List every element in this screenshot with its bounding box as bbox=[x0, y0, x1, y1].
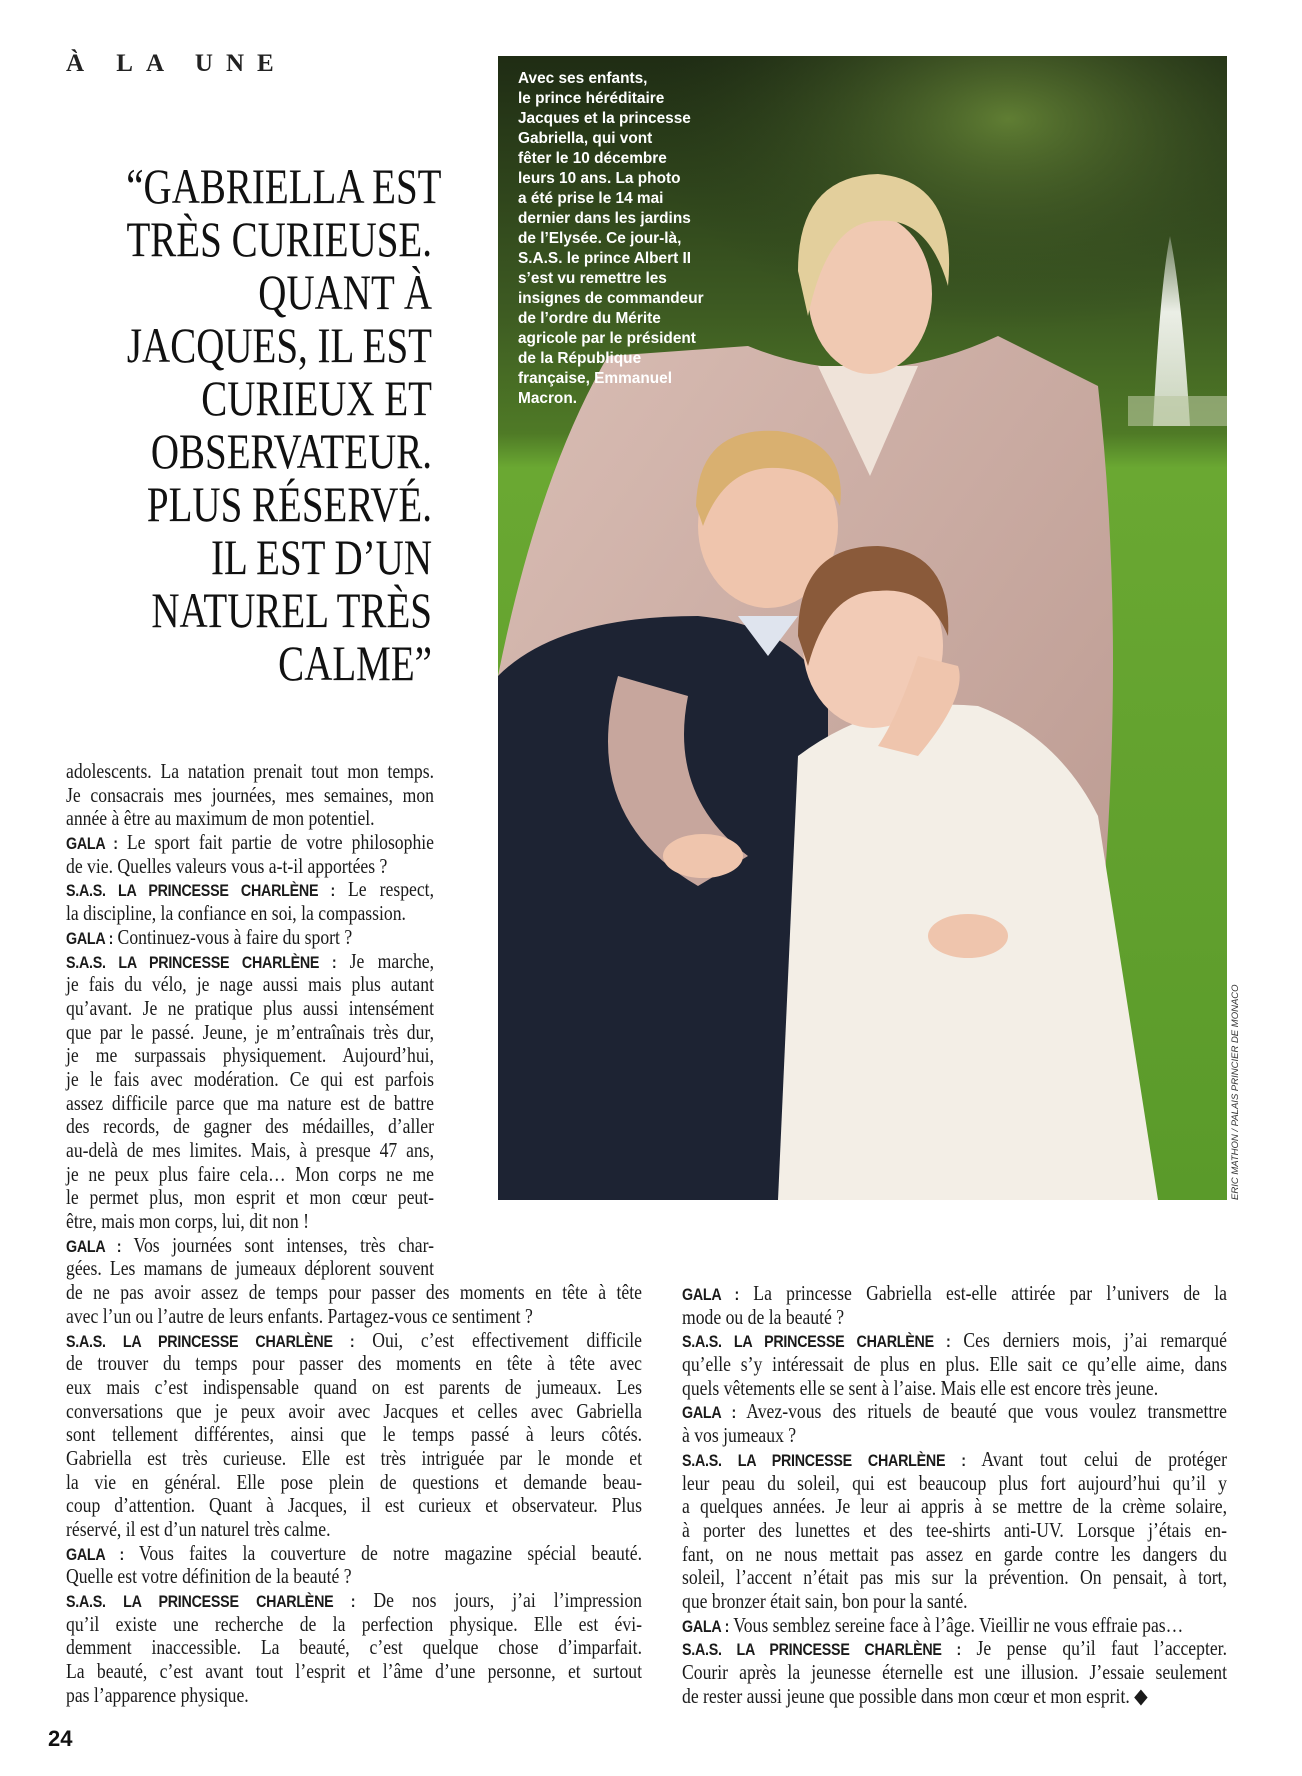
text-line bbox=[682, 1519, 1302, 1543]
line-text: Courir après la jeunesse éternelle est une illusion. J’essaie seulement bbox=[682, 1660, 1227, 1684]
caption-line: insignes de commandeur bbox=[518, 290, 704, 307]
line-text: que par le passé. Jeune, je m’entraînais très dur, bbox=[66, 1019, 434, 1044]
speaker-label: S.A.S. LA PRINCESSE CHARLÈNE : bbox=[66, 1331, 355, 1351]
text-line bbox=[682, 1637, 1302, 1661]
line-text: La princesse Gabriella est-elle attirée par l’univers de la bbox=[753, 1281, 1228, 1305]
text-line bbox=[66, 1613, 752, 1637]
caption-line: de la République bbox=[518, 350, 642, 367]
line-text: Je marche, bbox=[349, 948, 434, 973]
text-line bbox=[66, 1518, 752, 1542]
caption-line: de l’ordre du Mérite bbox=[518, 310, 661, 327]
line-text: de vie. Quelles valeurs vous a-t-il apportées ? bbox=[66, 853, 388, 878]
text-line bbox=[66, 950, 752, 974]
line-text: être, mais mon corps, lui, dit non ! bbox=[66, 1209, 310, 1234]
pull-quote-line: NATUREL TRÈS bbox=[151, 582, 432, 638]
line-text: des records, de gagner des médailles, d’aller bbox=[66, 1114, 434, 1139]
speaker-label: S.A.S. LA PRINCESSE CHARLÈNE : bbox=[66, 1592, 356, 1612]
text-line bbox=[66, 902, 752, 926]
line-text: eux mais c’est indispensable quand on est parents de jumeaux. Les bbox=[66, 1374, 642, 1399]
line-text: Quelle est votre définition de la beauté ? bbox=[66, 1564, 352, 1589]
line-text: Je consacrais mes journées, mes semaines, mon bbox=[66, 782, 434, 807]
speaker-label: S.A.S. LA PRINCESSE CHARLÈNE : bbox=[682, 1332, 951, 1352]
caption-line: s’est vu remettre les bbox=[518, 270, 667, 287]
line-text: Le sport fait partie de votre philosophie bbox=[126, 830, 434, 855]
section-rubric: À LA UNE bbox=[66, 50, 287, 77]
line-text: qu’il existe une recherche de la perfection physique. Elle est évi- bbox=[66, 1611, 642, 1636]
pull-quote-line: “GABRIELLA EST bbox=[126, 158, 442, 214]
line-text: de trouver du temps pour passer des moments en tête à tête avec bbox=[66, 1351, 642, 1376]
text-line bbox=[66, 1660, 752, 1684]
photo-caption bbox=[518, 69, 738, 409]
line-text: leur peau du soleil, qui est beaucoup plus fort aujourd’hui qu’il y bbox=[682, 1470, 1227, 1495]
line-text: je le fais avec modération. Ce qui est parfois bbox=[66, 1066, 434, 1091]
speaker-label: GALA : bbox=[66, 1236, 122, 1256]
text-line bbox=[66, 1352, 752, 1376]
line-text: Continuez-vous à faire du sport ? bbox=[117, 924, 353, 949]
line-text: le permet plus, mon esprit et mon cœur peut- bbox=[66, 1185, 434, 1210]
text-line bbox=[66, 1186, 752, 1210]
text-line bbox=[682, 1282, 1302, 1306]
pull-quote bbox=[40, 158, 442, 691]
pull-quote-line: CURIEUX ET bbox=[201, 370, 432, 426]
line-text: année à être au maximum de mon potentiel. bbox=[66, 806, 375, 831]
line-text: gées. Les mamans de jumeaux déplorent souvent bbox=[66, 1256, 434, 1281]
line-text: que bronzer était sain, bon pour la santé. bbox=[682, 1588, 968, 1613]
line-text: coup d’attention. Quant à Jacques, il est curieux et observateur. Plus bbox=[66, 1493, 642, 1518]
line-text: Ces derniers mois, j’ai remarqué bbox=[963, 1328, 1227, 1353]
caption-line: Jacques et la princesse bbox=[518, 110, 691, 127]
caption-line: agricole par le président bbox=[518, 330, 696, 347]
caption-line: a été prise le 14 mai bbox=[518, 190, 664, 207]
line-text: quels vêtements elle se sent à l’aise. Mais elle est encore très jeune. bbox=[682, 1375, 1159, 1400]
pull-quote-line: QUANT À bbox=[258, 264, 432, 320]
page-number: 24 bbox=[48, 1726, 73, 1751]
line-text: assez difficile parce que ma nature est de battre bbox=[66, 1090, 434, 1115]
text-line bbox=[66, 807, 752, 831]
line-text: de ne pas avoir assez de temps pour passer des moments en tête à tête bbox=[66, 1280, 642, 1305]
caption-line: S.A.S. le prince Albert II bbox=[518, 250, 692, 267]
text-line bbox=[66, 1210, 752, 1234]
text-line bbox=[682, 1353, 1302, 1377]
pull-quote-line: OBSERVATEUR. bbox=[150, 423, 432, 479]
text-line bbox=[66, 1423, 752, 1447]
line-text: la discipline, la confiance en soi, la compassion. bbox=[66, 901, 406, 926]
line-text: à porter des lunettes et des tee-shirts anti-UV. Lorsque j’étais en- bbox=[682, 1517, 1227, 1542]
line-text: qu’avant. Je ne pratique plus aussi intensément bbox=[66, 995, 434, 1020]
line-text: Avant tout celui de protéger bbox=[981, 1446, 1228, 1471]
text-line bbox=[66, 926, 752, 950]
text-line bbox=[682, 1661, 1302, 1685]
text-line bbox=[682, 1377, 1302, 1401]
text-line bbox=[682, 1400, 1302, 1424]
text-line bbox=[66, 1234, 752, 1258]
speaker-label: S.A.S. LA PRINCESSE CHARLÈNE : bbox=[66, 952, 337, 972]
line-text: sont tellement différentes, ainsi que le temps passé à leurs côtés. bbox=[66, 1422, 642, 1447]
line-text: De nos jours, j’ai l’impression bbox=[373, 1588, 643, 1613]
pull-quote-line: IL EST D’UN bbox=[211, 529, 432, 585]
text-line bbox=[66, 973, 752, 997]
caption-line: française, Emmanuel bbox=[518, 370, 672, 387]
text-line bbox=[66, 1376, 752, 1400]
text-line bbox=[66, 784, 752, 808]
speaker-label: GALA : bbox=[682, 1616, 730, 1636]
line-text: Vous semblez sereine face à l’âge. Vieillir ne vous effraie pas… bbox=[733, 1612, 1184, 1637]
text-line bbox=[682, 1306, 1302, 1330]
line-text: Vous faites la couverture de notre magazine spécial beauté. bbox=[138, 1540, 642, 1565]
caption-line: Avec ses enfants, bbox=[518, 70, 648, 87]
pull-quote-line: PLUS RÉSERVÉ. bbox=[146, 476, 432, 532]
line-text: soleil, l’accent n’était pas mis sur la prévention. On pensait, à tort, bbox=[682, 1565, 1227, 1590]
line-text: La beauté, c’est avant tout l’esprit et l’âme d’une personne, et surtout bbox=[66, 1659, 642, 1684]
line-text: je ne peux plus faire cela… Mon corps ne me bbox=[66, 1161, 434, 1186]
text-line bbox=[66, 1139, 752, 1163]
text-line bbox=[682, 1495, 1302, 1519]
caption-line: Macron. bbox=[518, 390, 578, 407]
line-text: je me surpassais physiquement. Aujourd’hui, bbox=[66, 1043, 434, 1068]
line-text: Oui, c’est effectivement difficile bbox=[372, 1327, 643, 1352]
text-line bbox=[682, 1685, 1302, 1709]
speaker-label: GALA : bbox=[66, 928, 114, 948]
line-text: Vos journées sont intenses, très char- bbox=[133, 1232, 435, 1257]
text-line bbox=[66, 855, 752, 879]
text-line bbox=[66, 1471, 752, 1495]
line-text: au-delà de mes limites. Mais, à presque 47 ans, bbox=[66, 1138, 434, 1162]
caption-line: le prince héréditaire bbox=[518, 90, 665, 107]
speaker-label: S.A.S. LA PRINCESSE CHARLÈNE : bbox=[66, 881, 336, 901]
article-column-right bbox=[682, 1282, 1302, 1708]
line-text: pas l’apparence physique. bbox=[66, 1682, 249, 1707]
line-text: fant, on ne nous mettait pas assez en garde contre les dangers du bbox=[682, 1541, 1227, 1566]
caption-line: dernier dans les jardins bbox=[518, 210, 691, 227]
line-text: conversations que je peux avoir avec Jacques et celles avec Gabriella bbox=[66, 1398, 642, 1423]
caption-line: fêter le 10 décembre bbox=[518, 150, 667, 167]
text-line bbox=[682, 1329, 1302, 1353]
text-line bbox=[66, 1494, 752, 1518]
speaker-label: S.A.S. LA PRINCESSE CHARLÈNE : bbox=[682, 1450, 966, 1470]
line-text: réservé, il est d’un naturel très calme. bbox=[66, 1517, 331, 1541]
text-line bbox=[66, 1115, 752, 1139]
line-text: demment inaccessible. La beauté, c’est quelque chose d’imparfait. bbox=[66, 1635, 642, 1660]
line-text: adolescents. La natation prenait tout mon temps. bbox=[66, 759, 434, 783]
line-text: je fais du vélo, je nage aussi mais plus autant bbox=[66, 972, 434, 997]
text-line bbox=[66, 1281, 752, 1305]
line-text: Gabriella est très curieuse. Elle est très intriguée par le monde et bbox=[66, 1445, 642, 1470]
pull-quote-line: CALME” bbox=[278, 635, 432, 691]
speaker-label: GALA : bbox=[66, 1544, 124, 1564]
text-line bbox=[66, 997, 752, 1021]
text-line bbox=[66, 1589, 752, 1613]
line-text: Le respect, bbox=[348, 877, 434, 902]
line-text: Je pense qu’il faut l’accepter. bbox=[976, 1636, 1228, 1661]
text-line bbox=[66, 1329, 752, 1353]
text-line bbox=[682, 1448, 1302, 1472]
text-line bbox=[66, 1684, 752, 1708]
text-line bbox=[66, 878, 752, 902]
text-line bbox=[682, 1590, 1302, 1614]
speaker-label: GALA : bbox=[66, 834, 118, 854]
photo-credit: ERIC MATHON / PALAIS PRINCIER DE MONACO bbox=[1230, 984, 1241, 1200]
text-line bbox=[66, 1044, 752, 1068]
speaker-label: GALA : bbox=[682, 1285, 740, 1304]
line-text: la vie en général. Elle pose plein de questions et demande beau- bbox=[66, 1469, 642, 1494]
text-line bbox=[682, 1424, 1302, 1448]
text-line bbox=[66, 1092, 752, 1116]
text-line bbox=[66, 1305, 752, 1329]
text-line bbox=[682, 1472, 1302, 1496]
line-text: à vos jumeaux ? bbox=[682, 1423, 797, 1448]
text-line bbox=[66, 1447, 752, 1471]
caption-line: de l’Elysée. Ce jour-là, bbox=[518, 230, 682, 247]
line-text: qu’elle s’y intéressait de plus en plus. Elle sait ce qu’elle aime, dans bbox=[682, 1352, 1227, 1377]
line-text: de rester aussi jeune que possible dans mon cœur et mon esprit. ◆ bbox=[682, 1683, 1148, 1708]
text-line bbox=[682, 1614, 1302, 1638]
text-line bbox=[682, 1543, 1302, 1567]
text-line bbox=[66, 1400, 752, 1424]
text-line bbox=[66, 1636, 752, 1660]
text-line bbox=[682, 1566, 1302, 1590]
text-line bbox=[66, 760, 752, 784]
caption-line: leurs 10 ans. La photo bbox=[518, 170, 681, 187]
text-line bbox=[66, 1542, 752, 1566]
line-text: avec l’un ou l’autre de leurs enfants. Partagez-vous ce sentiment ? bbox=[66, 1303, 533, 1328]
pull-quote-line: JACQUES, IL EST bbox=[126, 317, 432, 373]
text-line bbox=[66, 1257, 752, 1281]
article-column-left bbox=[66, 760, 752, 1708]
text-line bbox=[66, 1565, 752, 1589]
text-line bbox=[66, 831, 752, 855]
line-text: a quelques années. Je leur ai appris à se mettre de la crème solaire, bbox=[682, 1494, 1227, 1519]
pull-quote-line: TRÈS CURIEUSE. bbox=[126, 211, 432, 267]
line-text: Avez-vous des rituels de beauté que vous voulez transmettre bbox=[746, 1399, 1227, 1424]
speaker-label: GALA : bbox=[682, 1403, 736, 1423]
text-line bbox=[66, 1068, 752, 1092]
caption-line: Gabriella, qui vont bbox=[518, 130, 653, 147]
line-text: mode ou de la beauté ? bbox=[682, 1304, 845, 1329]
text-line bbox=[66, 1021, 752, 1045]
text-line bbox=[66, 1163, 752, 1187]
speaker-label: S.A.S. LA PRINCESSE CHARLÈNE : bbox=[682, 1640, 962, 1660]
